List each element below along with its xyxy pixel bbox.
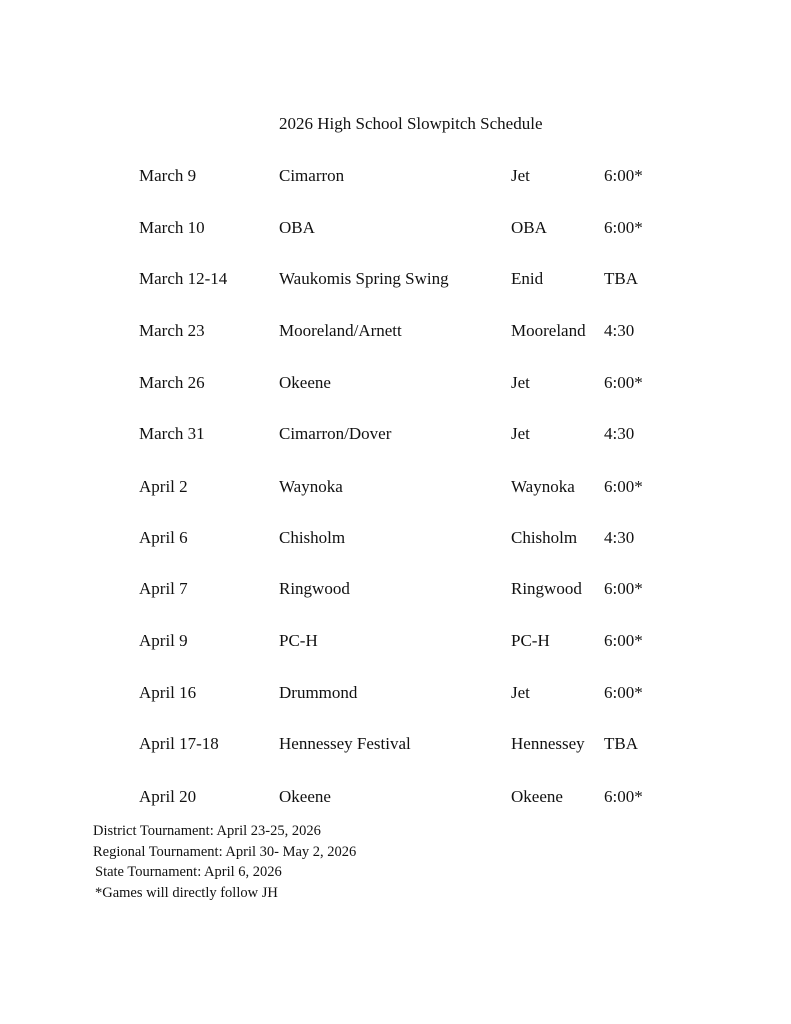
schedule-row (0, 424, 791, 448)
game-location: Ringwood (511, 579, 582, 598)
game-location: Hennessey (511, 734, 585, 753)
game-opponent: Drummond (279, 683, 358, 702)
game-date: April 16 (139, 683, 197, 702)
game-date: March 10 (139, 218, 205, 237)
game-opponent: Okeene (279, 373, 331, 392)
game-date: April 20 (139, 787, 197, 806)
game-date: April 6 (139, 528, 188, 547)
game-date: March 9 (139, 166, 197, 185)
game-date: March 31 (139, 424, 205, 443)
game-opponent: Mooreland/Arnett (279, 321, 402, 340)
schedule-row (0, 787, 791, 811)
game-time: TBA (604, 734, 638, 753)
game-location: Jet (511, 373, 530, 392)
game-opponent: PC-H (279, 631, 318, 650)
game-location: Jet (511, 166, 530, 185)
schedule-row (0, 683, 791, 707)
game-date: March 12-14 (139, 269, 228, 288)
game-date: April 7 (139, 579, 188, 598)
game-location: Enid (511, 269, 544, 288)
game-location: PC-H (511, 631, 550, 650)
schedule-row (0, 166, 791, 190)
state-tournament-note: State Tournament: April 6, 2026 (95, 864, 282, 880)
game-time: 6:00* (604, 683, 643, 702)
game-opponent: Waukomis Spring Swing (279, 269, 449, 288)
game-opponent: Cimarron/Dover (279, 424, 392, 443)
game-time: 6:00* (604, 166, 643, 185)
game-date: April 17-18 (139, 734, 219, 753)
game-time: 4:30 (604, 528, 635, 547)
schedule-row (0, 321, 791, 345)
game-time: 4:30 (604, 424, 635, 443)
game-opponent: OBA (279, 218, 315, 237)
game-time: TBA (604, 269, 638, 288)
schedule-row (0, 269, 791, 293)
game-location: Okeene (511, 787, 563, 806)
game-date: April 2 (139, 477, 188, 496)
game-time: 6:00* (604, 477, 643, 496)
game-opponent: Waynoka (279, 477, 343, 496)
game-location: Mooreland (511, 321, 586, 340)
game-time: 6:00* (604, 787, 643, 806)
game-date: April 9 (139, 631, 188, 650)
schedule-row (0, 734, 791, 758)
game-location: Waynoka (511, 477, 575, 496)
game-time: 6:00* (604, 373, 643, 392)
schedule-row (0, 631, 791, 655)
game-opponent: Ringwood (279, 579, 350, 598)
page-title: 2026 High School Slowpitch Schedule (279, 114, 543, 133)
game-time: 4:30 (604, 321, 635, 340)
district-tournament-note: District Tournament: April 23-25, 2026 (93, 823, 321, 839)
game-opponent: Cimarron (279, 166, 345, 185)
game-location: Jet (511, 424, 530, 443)
schedule-row (0, 477, 791, 501)
game-time: 6:00* (604, 579, 643, 598)
game-opponent: Chisholm (279, 528, 346, 547)
regional-tournament-note: Regional Tournament: April 30- May 2, 2026 (93, 843, 357, 860)
game-location: Chisholm (511, 528, 578, 547)
schedule-row (0, 373, 791, 397)
game-date: March 23 (139, 321, 205, 340)
game-location: Jet (511, 683, 530, 702)
game-date: March 26 (139, 373, 205, 392)
schedule-row (0, 579, 791, 603)
game-location: OBA (511, 218, 547, 237)
game-opponent: Hennessey Festival (279, 734, 411, 753)
schedule-row (0, 528, 791, 552)
schedule-row (0, 218, 791, 242)
game-opponent: Okeene (279, 787, 331, 806)
game-time: 6:00* (604, 631, 643, 650)
tournament-notes (93, 821, 356, 903)
games-footnote: *Games will directly follow JH (95, 884, 278, 901)
game-time: 6:00* (604, 218, 643, 237)
